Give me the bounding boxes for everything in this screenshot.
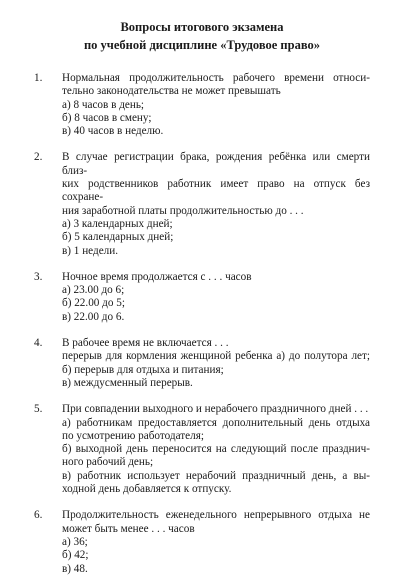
- question-1: [34, 72, 370, 138]
- title-line-1: Вопросы итогового экзамена: [120, 20, 284, 34]
- answer-option-b: б) 8 часов в смену;: [62, 111, 152, 124]
- question-line: Ночное время продолжается с . . . часов: [62, 270, 252, 283]
- question-5: [34, 403, 370, 496]
- question-4: [34, 337, 370, 390]
- question-3: [34, 271, 370, 324]
- answer-option-b: б) 5 календарных дней;: [62, 231, 174, 244]
- question-number: 2.: [34, 151, 43, 164]
- answer-option-c: в) междусменный перерыв.: [62, 376, 193, 389]
- question-line: При совпадении выходного и нерабочего праздничного дней . . .: [62, 403, 369, 416]
- question-line: Нормальная продолжительность рабочего времени относи-: [62, 72, 370, 84]
- answer-line: ходной день добавляется к отпуску.: [62, 483, 232, 496]
- answer-option-b: [62, 443, 370, 470]
- answer-option-a: а) 3 календарных дней;: [62, 217, 173, 230]
- answer-option-a: а) 23.00 до 6;: [62, 284, 125, 297]
- answer-option-c: в) 40 часов в неделю.: [62, 125, 164, 138]
- question-text: [62, 509, 370, 536]
- question-line: Продолжительность еженедельного непрерывного отдыха не: [62, 509, 370, 522]
- question-number: 1.: [34, 72, 43, 84]
- question-line: может быть менее . . . часов: [62, 522, 195, 535]
- question-line: В случае регистрации брака, рождения ребёнка или смерти близ-: [62, 151, 370, 177]
- question-2: [34, 151, 370, 257]
- answer-line: по усмотрению работодателя;: [62, 429, 204, 442]
- answer-line: в) работник использует нерабочий праздничный день, а вы-: [62, 469, 370, 482]
- title-line-2: по учебной дисциплине «Трудовое право»: [83, 38, 320, 52]
- answer-option-a: [62, 417, 370, 444]
- answer-line: ного рабочий день;: [62, 456, 154, 469]
- answer-option-b: б) 42;: [62, 549, 89, 562]
- question-line: перерыв для кормления женщиной ребенка а) до полутора лет;: [62, 350, 370, 363]
- answer-option-b: б) перерыв для отдыха и питания;: [62, 363, 224, 376]
- question-number: 4.: [34, 337, 43, 350]
- answer-option-a: а) 36;: [62, 535, 88, 548]
- question-number: 6.: [34, 509, 43, 522]
- answer-option-c: в) 48.: [62, 562, 88, 575]
- question-number: 3.: [34, 270, 43, 283]
- question-text: [62, 271, 370, 284]
- question-number: 5.: [34, 403, 43, 416]
- answer-option-c: в) 1 недели.: [62, 244, 119, 257]
- question-text: [62, 72, 370, 99]
- question-line: В рабочее время не включается . . .: [62, 337, 229, 350]
- document-title: [34, 18, 370, 54]
- question-text: [62, 337, 370, 364]
- question-line: ния заработной платы продолжительностью до . . .: [62, 204, 304, 217]
- question-6: [34, 509, 370, 575]
- answer-option-b: б) 22.00 до 5;: [62, 297, 125, 310]
- answer-option-c: [62, 470, 370, 497]
- question-text: [62, 151, 370, 217]
- question-text: [62, 403, 370, 416]
- question-line: тельно законодательства не может превышать: [62, 85, 281, 98]
- answer-option-a: а) 8 часов в день;: [62, 98, 145, 111]
- answer-line: б) выходной день переносится на следующий после празднич-: [62, 443, 370, 456]
- answer-line: а) работникам предоставляется дополнительный день отдыха: [62, 416, 370, 429]
- answer-option-c: в) 22.00 до 6.: [62, 310, 125, 323]
- question-line: ких родственников работник имеет право на отпуск без сохране-: [62, 178, 370, 204]
